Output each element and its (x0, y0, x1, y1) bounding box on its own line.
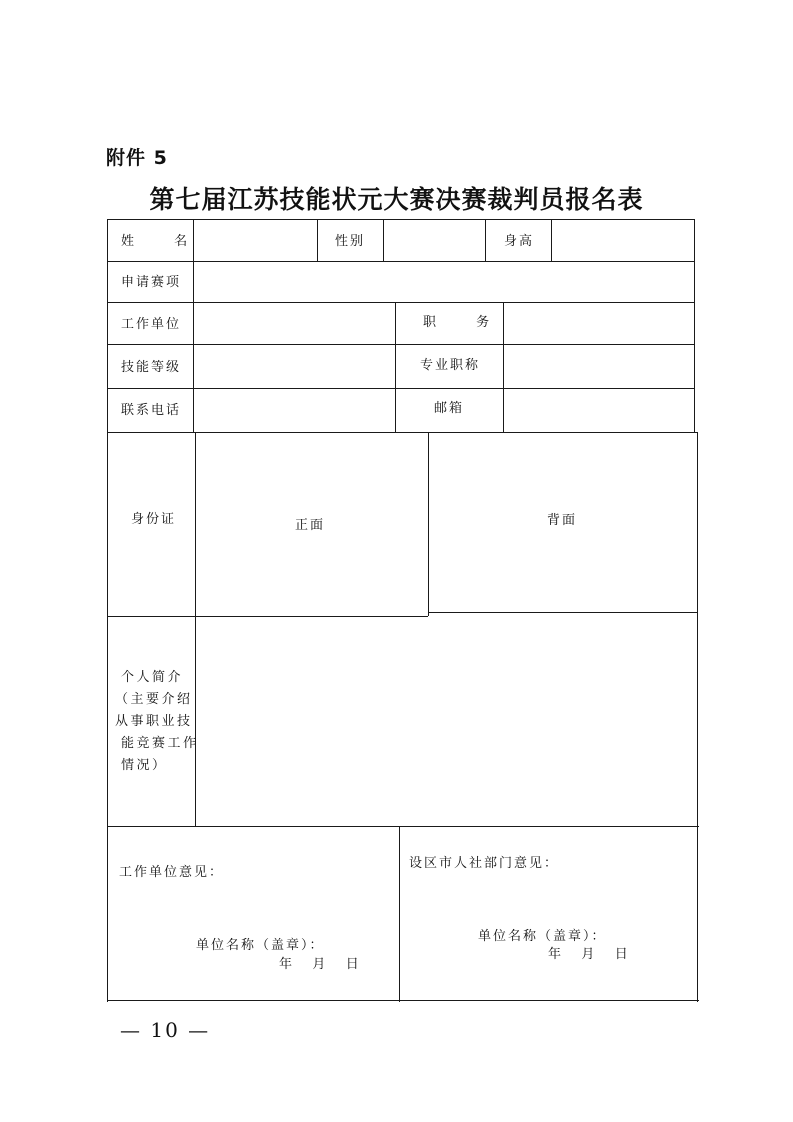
table-bottom-border (107, 1000, 699, 1001)
opinion-divider (399, 826, 400, 1002)
registration-form-table (107, 219, 699, 1002)
intro-line: 情况） (121, 758, 168, 773)
employer-opinion-label: 工作单位意见： (119, 865, 225, 880)
employer-date-label: 年 月 日 (279, 957, 361, 972)
email-label: 邮箱 (434, 401, 465, 416)
id-back-bottom-divider (428, 612, 698, 613)
id-back-label: 背面 (547, 513, 578, 528)
city-opinion-label: 设区市人社部门意见： (409, 856, 560, 871)
cell-divider (383, 219, 384, 261)
city-date-label: 年 月 日 (548, 947, 630, 962)
personal-intro-label (115, 667, 199, 777)
row-divider (107, 261, 694, 262)
intro-line: 个人简介 (121, 670, 184, 685)
cell-divider (317, 219, 318, 261)
event-label: 申请赛项 (121, 275, 182, 290)
table-right-border (694, 219, 695, 432)
phone-label: 联系电话 (121, 403, 182, 418)
cell-divider (395, 302, 396, 432)
row-divider (107, 302, 694, 303)
skill-level-label: 技能等级 (121, 360, 182, 375)
cell-divider (551, 219, 552, 261)
id-card-divider (428, 432, 429, 616)
city-sign-label: 单位名称（盖章）： (478, 929, 607, 944)
intro-line: 从事职业技 (115, 714, 193, 729)
id-card-label: 身份证 (131, 512, 177, 527)
row-divider (107, 388, 694, 389)
row-divider (107, 344, 694, 345)
page-number: — 10 — (120, 1018, 211, 1042)
gender-label: 性别 (335, 234, 366, 249)
height-label: 身高 (504, 234, 535, 249)
professional-title-label: 专业职称 (420, 358, 481, 373)
id-front-bottom-divider (107, 616, 428, 617)
intro-line: （主要介绍 (115, 692, 193, 707)
cell-divider (485, 219, 486, 261)
table-right-border-lower (697, 432, 698, 1002)
employer-label: 工作单位 (121, 317, 182, 332)
row-divider (107, 219, 694, 220)
intro-line: 能竞赛工作 (121, 736, 199, 751)
intro-bottom-divider (107, 826, 699, 827)
id-front-label: 正面 (295, 518, 326, 533)
name-label: 姓 名 (121, 234, 206, 249)
form-title: 第七届江苏技能状元大赛决赛裁判员报名表 (149, 185, 644, 214)
table-left-border (107, 219, 108, 1002)
employer-sign-label: 单位名称（盖章）： (196, 938, 325, 953)
attachment-label: 附件 5 (106, 147, 168, 169)
label-column-divider (193, 219, 194, 432)
position-label: 职 务 (423, 315, 508, 330)
